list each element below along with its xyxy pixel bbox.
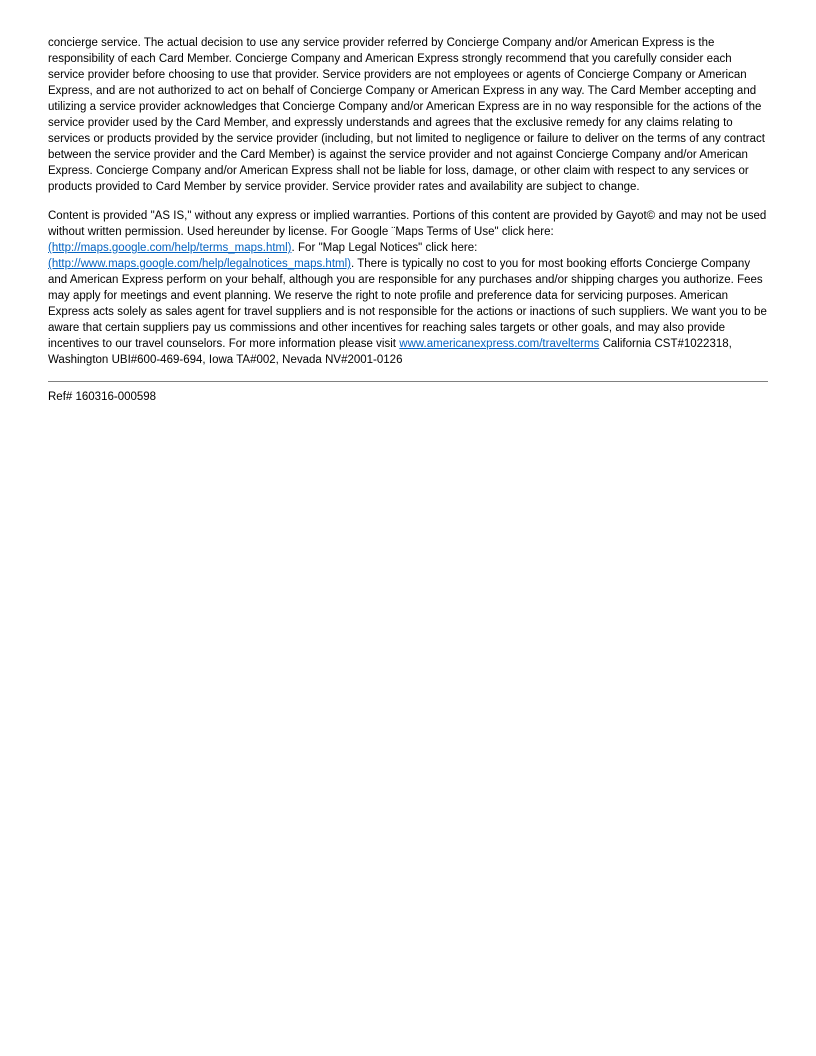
terms-text-2: . For "Map Legal Notices" click here: (291, 242, 478, 254)
terms-text-3: . There is typically no cost to you for most booking efforts Concierge Company and American Express perform on your behalf, although you are responsible for any purchases and/or shipping charges you authorize. Fees may apply for meetings and event planning. We reserve the right to note profile and preference data for servicing purposes. American Express acts solely as sales agent for travel suppliers and is not responsible for the actions or inactions of such suppliers. We want you to be aware that certain suppliers pay us commissions and other incentives for reaching sales targets or other goals, and may also provide incentives to our travel counselors. For more information please visit (48, 258, 767, 350)
footer-divider (48, 381, 768, 382)
terms-text-1: Content is provided "AS IS," without any express or implied warranties. Portions of this content are provided by Gayot© and may not be used without written permission. Used hereunder by license. For Google ¨Maps Terms of Use" click here: (48, 210, 767, 238)
google-maps-terms-link[interactable]: (http://maps.google.com/help/terms_maps.html) (48, 242, 292, 254)
service-provider-disclaimer-paragraph: concierge service. The actual decision to use any service provider referred by Concierge Company and/or American Express is the responsibility of each Card Member. Concierge Company and American Express strongly recommend that you carefully consider each service provider before choosing to use that provider. Service providers are not employees or agents of Concierge Company or American Express, and are not authorized to act on behalf of Concierge Company or American Express in any way. The Card Member accepting and utilizing a service provider acknowledges that Concierge Company and/or American Express are in no way responsible for the actions of the service provider used by the Card Member, and expressly understands and agrees that the exclusive remedy for any claims relating to services or products provided by the service provider (including, but not limited to negligence or failure to deliver on the terms of any contract between the service provider and the Card Member) is against the service provider and not against Concierge Company and/or American Express. Concierge Company and/or American Express shall not be liable for loss, damage, or other claim with respect to any services or products provided to Card Member by service provider. Service provider rates and availability are subject to change. (48, 37, 765, 193)
google-maps-legal-notices-link[interactable]: (http://www.maps.google.com/help/legalnotices_maps.html) (48, 258, 351, 270)
amex-travelterms-link[interactable]: www.americanexpress.com/travelterms (399, 338, 600, 350)
reference-number: Ref# 160316-000598 (48, 391, 157, 403)
content-terms-paragraph (48, 208, 768, 368)
terms-text-4: California CST#1022318, Washington UBI#600-469-694, Iowa TA#002, Nevada NV#2001-0126 (48, 338, 732, 366)
